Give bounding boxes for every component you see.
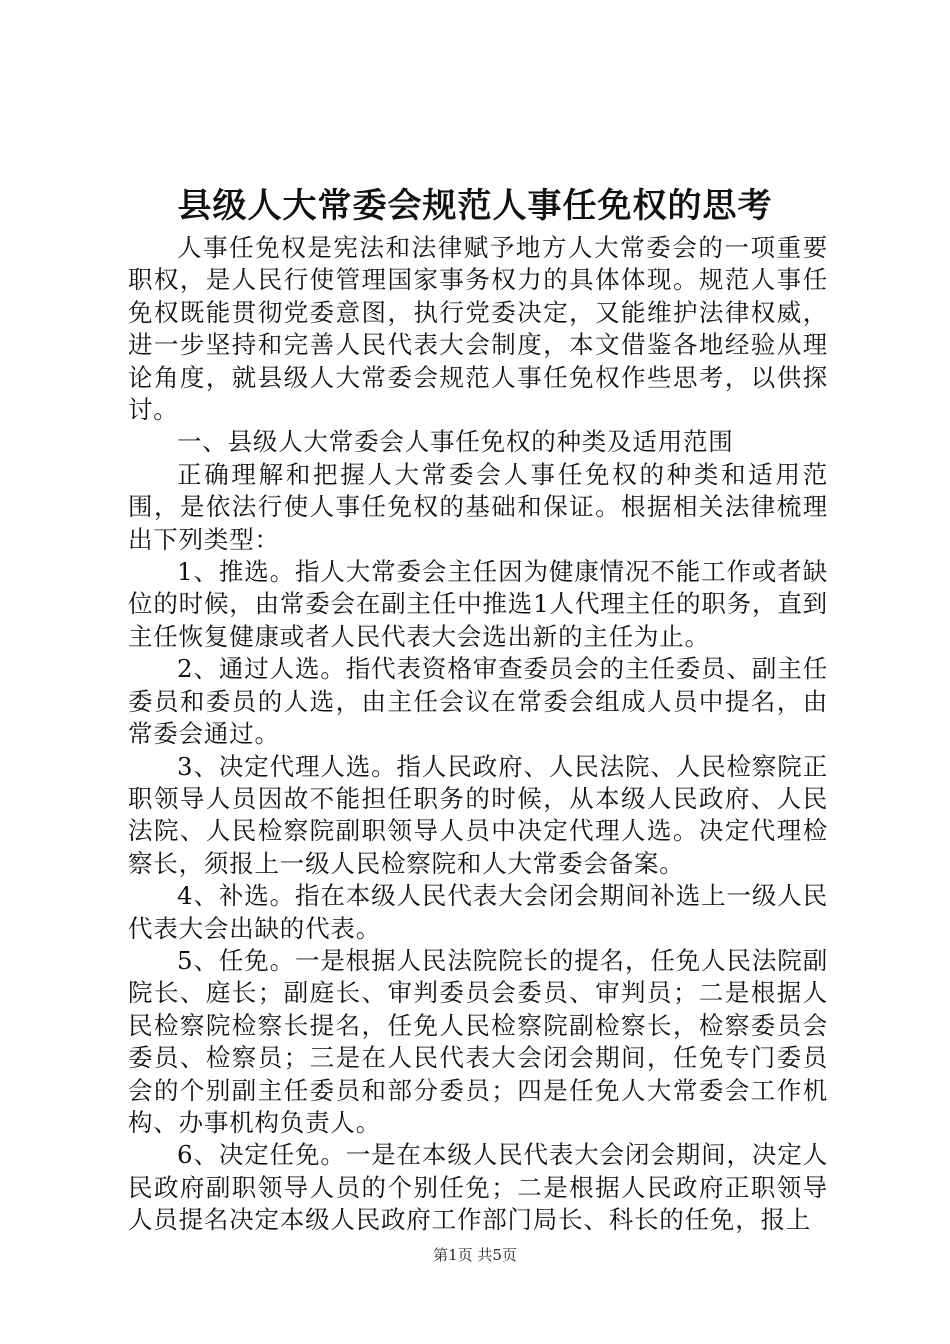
document-title: 县级人大常委会规范人事任免权的思考 <box>177 186 773 226</box>
list-item-3: 3、决定代理人选。指人民政府、人民法院、人民检察院正职领导人员因故不能担任职务的时候，从本级人民政府、人民法院、人民检察院副职领导人员中决定代理人选。决定代理检察长，须报上一级人民检察院和人大常委会备案。 <box>128 751 828 878</box>
list-item-4: 4、补选。指在本级人民代表大会闭会期间补选上一级人民代表大会出缺的代表。 <box>128 881 828 943</box>
section-heading-1: 一、县级人大常委会人事任免权的种类及适用范围 <box>177 427 734 457</box>
list-item-2: 2、通过人选。指代表资格审查委员会的主任委员、副主任委员和委员的人选，由主任会议在常委会组成人员中提名，由常委会通过。 <box>128 654 828 749</box>
list-item-1: 1、推选。指人大常委会主任因为健康情况不能工作或者缺位的时候，由常委会在副主任中推选1人代理主任的职务，直到主任恢复健康或者人民代表大会选出新的主任为止。 <box>128 557 828 651</box>
document-body <box>128 232 828 1237</box>
page-footer: 第1页 共5页 <box>433 1246 517 1264</box>
list-item-5: 5、任免。一是根据人民法院院长的提名，任免人民法院副院长、庭长；副庭长、审判委员会委员、审判员；二是根据人民检察院检察长提名，任免人民检察院副检察长，检察委员会委员、检察员；三是在人民代表大会闭会期间，任免专门委员会的个别副主任委员和部分委员；四是任免人大常委会工作机构、办事机构负责人。 <box>128 945 828 1137</box>
paragraph-section-intro: 正确理解和把握人大常委会人事任免权的种类和适用范围，是依法行使人事任免权的基础和保证。根据相关法律梳理出下列类型： <box>128 459 828 554</box>
list-item-6: 6、决定任免。一是在本级人民代表大会闭会期间，决定人民政府副职领导人员的个别任免；二是根据人民政府正职领导人员提名决定本级人民政府工作部门局长、科长的任免，报上 <box>128 1140 828 1235</box>
paragraph-intro: 人事任免权是宪法和法律赋予地方人大常委会的一项重要职权，是人民行使管理国家事务权力的具体体现。规范人事任免权既能贯彻党委意图，执行党委决定，又能维护法律权威，进一步坚持和完善人民代表大会制度，本文借鉴各地经验从理论角度，就县级人大常委会规范人事任免权作些思考，以供探讨。 <box>128 233 828 425</box>
